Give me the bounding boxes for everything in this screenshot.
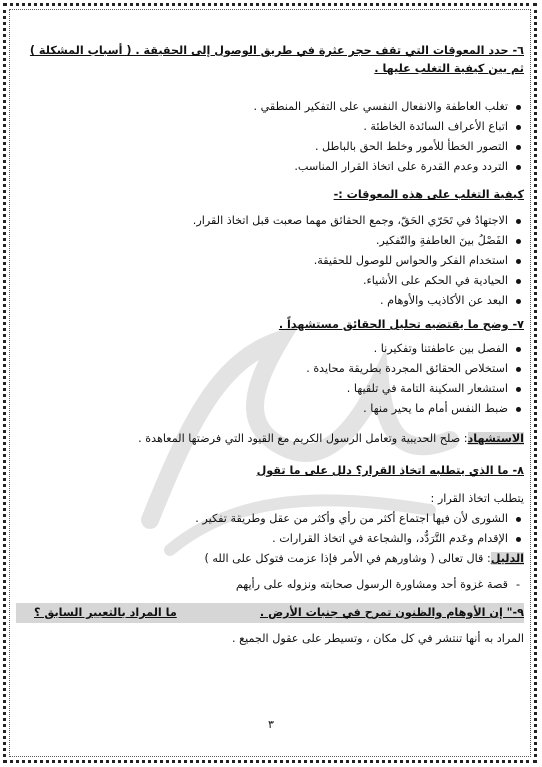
list-item: الشورى لأن فيها اجتماع أكثر من رأي وأكثر من عقل وطريقة تفكير . xyxy=(16,509,524,529)
list-item: الفصل بين عاطفتنا وتفكيرنا . xyxy=(16,339,524,359)
list-item: استخدام الفكر والحواس للوصول للحقيقة. xyxy=(16,251,524,271)
list-item: التردد وعدم القدرة على اتخاذ القرار المناسب. xyxy=(16,157,524,177)
evidence-text: : صلح الحديبية وتعامل الرسول الكريم مع القيود التي فرضتها المعاهدة . xyxy=(138,432,468,445)
list-item: الإقدام وعَدم التَّرَدُّد، والشجاعة في اتخاذ القرارات . xyxy=(16,529,524,549)
list-item: التصور الخطأ للأمور وخلط الحق بالباطل . xyxy=(16,137,524,157)
evidence-line xyxy=(16,429,524,449)
section-9-answer: المراد به أنها تنتشر في كل مكان ، وتسيطر على عقول الجميع . xyxy=(232,632,524,645)
section-7-title: ٧- وضح ما يقتضيه تحليل الحقائق مستشهداً . xyxy=(278,318,524,331)
proof-line xyxy=(16,549,524,569)
list-item: تغلب العاطفة والانفعال النفسي على التفكير المنطقي . xyxy=(16,97,524,117)
overcome-title: كيفية التغلب على هذه المعوقات :- xyxy=(333,188,524,201)
list-item: الحيادية في الحكم على الأشياء. xyxy=(16,271,524,291)
section-9-question: ما المراد بالتعبير السابق ؟ xyxy=(34,606,177,619)
list-item: ضبط النفس أمام ما يحير منها . xyxy=(16,399,524,419)
section-8-intro: يتطلب اتخاذ القرار : xyxy=(430,492,524,505)
page-number: ٣ xyxy=(268,718,274,731)
proof-label: الدليل xyxy=(490,552,524,565)
list-item: اتباع الأعراف السائدة الخاطئة . xyxy=(16,117,524,137)
section-6-subtitle: ثم بين كيفية التغلب عليها . xyxy=(374,62,524,75)
evidence-label: الاستشهاد xyxy=(467,432,524,445)
list-item: الفَصْلُ بينَ العاطفةِ والتّفكير. xyxy=(16,231,524,251)
section-8-title: ٨- ما الذي يتطلبه اتخاذ القرار؟ دلل على ما تقول xyxy=(256,464,524,477)
story-line: - قصة غزوة أحد ومشاورة الرسول صحابته ونزوله على رأيهم xyxy=(16,575,524,595)
list-item: الاجتهادُ في تَحَرّي الحَقّ، وجمع الحقائق مهما صعبت قبل اتخاذ القرار. xyxy=(16,211,524,231)
list-item: استخلاص الحقائق المجردة بطريقة محايدة . xyxy=(16,359,524,379)
list-item: البعد عن الأكاذيب والأوهام . xyxy=(16,291,524,311)
section-9-title: ٩-" إن الأوهام والظنون تمرح في جنبات الأرض . xyxy=(259,606,524,619)
document-content xyxy=(16,41,524,649)
section-9-title-line xyxy=(16,603,524,623)
section-6-title: ٦- حدد المعوقات التي تقف حجر عثرة في طريق الوصول إلى الحقيقة . ( أسباب المشكلة ) xyxy=(29,44,524,57)
proof-text: : قال تعالى ( وشاورهم في الأمر فإذا عزمت فتوكل على الله ) xyxy=(204,552,491,565)
list-item: استشعار السكينة التامة في تلقيها . xyxy=(16,379,524,399)
